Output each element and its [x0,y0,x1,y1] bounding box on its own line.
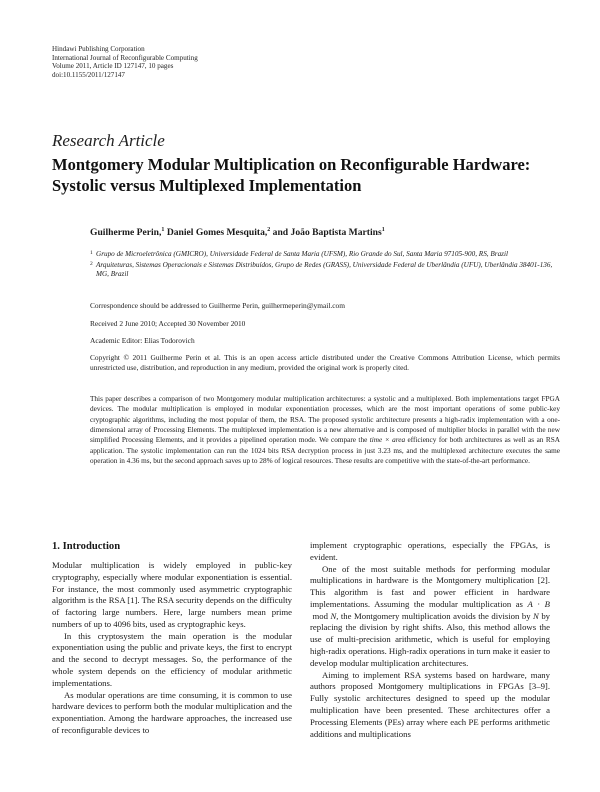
author-name: João Baptista Martins [290,227,382,239]
received-date: Received 2 June 2010; Accepted 30 November 2010 [90,319,246,328]
publisher: Hindawi Publishing Corporation [52,45,145,53]
affiliation-text: Arquiteturas, Sistemas Operacionais e Sistemas Distribuídos, Grupo de Redes (GRASS), Universidade Federal de Uberlândia (UFU), Uberlândia 38401-136, MG, Brazil [96,260,553,279]
affiliations [90,250,560,281]
abstract-emphasis: time × area [369,436,406,445]
paper-title: Montgomery Modular Multiplication on Reconfigurable Hardware: Systolic versus Multiplexed Implementation [52,155,531,195]
author-affil-mark: 1 [161,227,165,233]
author-affil-mark: 2 [267,227,271,233]
paragraph-text: , the Montgomery multiplication avoids the division by [336,610,534,621]
paragraph-text: One of the most suitable methods for performing modular multiplications in hardware is the Montgomery multiplication [2]. This algorithm is fast and power efficient in hardware implementations. Assuming the modular multiplication as [310,563,550,609]
author-name: Daniel Gomes Mesquita, [166,227,268,239]
author-affil-mark: 1 [381,227,385,233]
right-column [310,540,550,740]
left-column [52,540,292,737]
math-var: A [527,598,533,609]
academic-editor: Academic Editor: Elias Todorovich [90,336,195,345]
article-type: Research Article [52,131,165,150]
affiliation-number: 2 [90,260,93,267]
math-op: · [532,598,545,609]
affiliation [90,261,560,280]
affiliation [90,250,560,260]
doi: doi:10.1155/2011/127147 [52,70,125,79]
author-list [90,227,385,238]
paragraph-montgomery [310,564,550,670]
correspondence: Correspondence should be addressed to Guilherme Perin, guilhermeperin@ymail.com [90,301,345,310]
math-var: N [330,610,337,621]
paragraph: implement cryptographic operations, especially the FPGAs, is evident. [310,540,550,562]
journal-name: International Journal of Reconfigurable Computing [52,53,198,62]
paragraph: In this cryptosystem the main operation is the modular exponentiation using the public and private keys, the first to encrypt and the second to decrypt messages. So, the performance of the whole system depends on the efficiency of modular arithmetic implementations. [52,630,292,688]
copyright-notice: Copyright © 2011 Guilherme Perin et al. This is an open access article distributed under the Creative Commons Attribution License, which permits unrestricted use, distribution, and reproduction in any medium, provided the original work is properly cited. [90,353,560,372]
math-op: mod [310,610,331,621]
paragraph: As modular operations are time consuming, it is common to use hardware devices to perform both the modular multiplication and the exponentiation. Among the hardware approaches, the increased use of reconfigurable devices to [52,689,292,735]
affiliation-number: 1 [90,250,93,256]
author-name: Guilherme Perin, [90,227,162,239]
paragraph-text: by replacing the division by right shifts. Also, this method allows the use of multi-precision arithmetic, which is useful for employing high-radix operations. High-radix operations in turn make it easier to develop modular multiplication architectures. [310,610,551,668]
abstract [90,394,560,466]
author-separator: and [270,227,291,239]
abstract-text: efficiency for both architectures as well as an RSA application. The systolic implementation can run the 1024 bits RSA decryption process in just 3.23 ms, and the multiplexed architecture executes the same operation in 4.36 ms, but the second approach saves up to 28% of logical resources. These results are competitive with the state-of-the-art performance. [90,436,560,466]
section-heading: 1. Introduction [52,541,121,552]
volume-info: Volume 2011, Article ID 127147, 10 pages [52,62,174,71]
affiliation-text: Grupo de Microeletrônica (GMICRO), Universidade Federal de Santa Maria (UFSM), Rio Grande do Sul, Santa Maria 97105-900, RS, Brazil [96,250,508,258]
paragraph: Aiming to implement RSA systems based on hardware, many authors proposed Montgomery multiplications in FPGAs [3–9]. Fully systolic architectures designed to speed up the modular multiplication have been presented. These architectures offer a Processing Elements (PEs) array where each PE performs arithmetic additions and multiplications [310,669,550,739]
publication-info [52,45,198,79]
math-var: N [533,610,539,621]
math-var: B [544,598,550,609]
abstract-text: This paper describes a comparison of two Montgomery modular multiplication architectures: a systolic and a multiplexed. Both implementations target FPGA devices. The modular multiplication is employed in modular exponentiation processes, which are the most important operations of some public-key cryptographic algorithms, including the most popular of them, the RSA. The proposed systolic architecture presents a high-radix implementation with a one-dimensional array of Processing Elements. The multiplexed implementation is a new alternative and is composed of multiplier blocks in parallel with the new simplified Processing Elements, and it provides a pipelined operation mode. We compare the [90,395,560,445]
paragraph: Modular multiplication is widely employed in public-key cryptography, especially where modular exponentiation is essential. For instance, the most commonly used asymmetric cryptographic algorithm is the RSA [1]. The RSA security depends on the difficulty of factoring large numbers. Here, large numbers mean prime numbers of up to 4096 bits, used as cryptographic keys. [52,560,293,629]
